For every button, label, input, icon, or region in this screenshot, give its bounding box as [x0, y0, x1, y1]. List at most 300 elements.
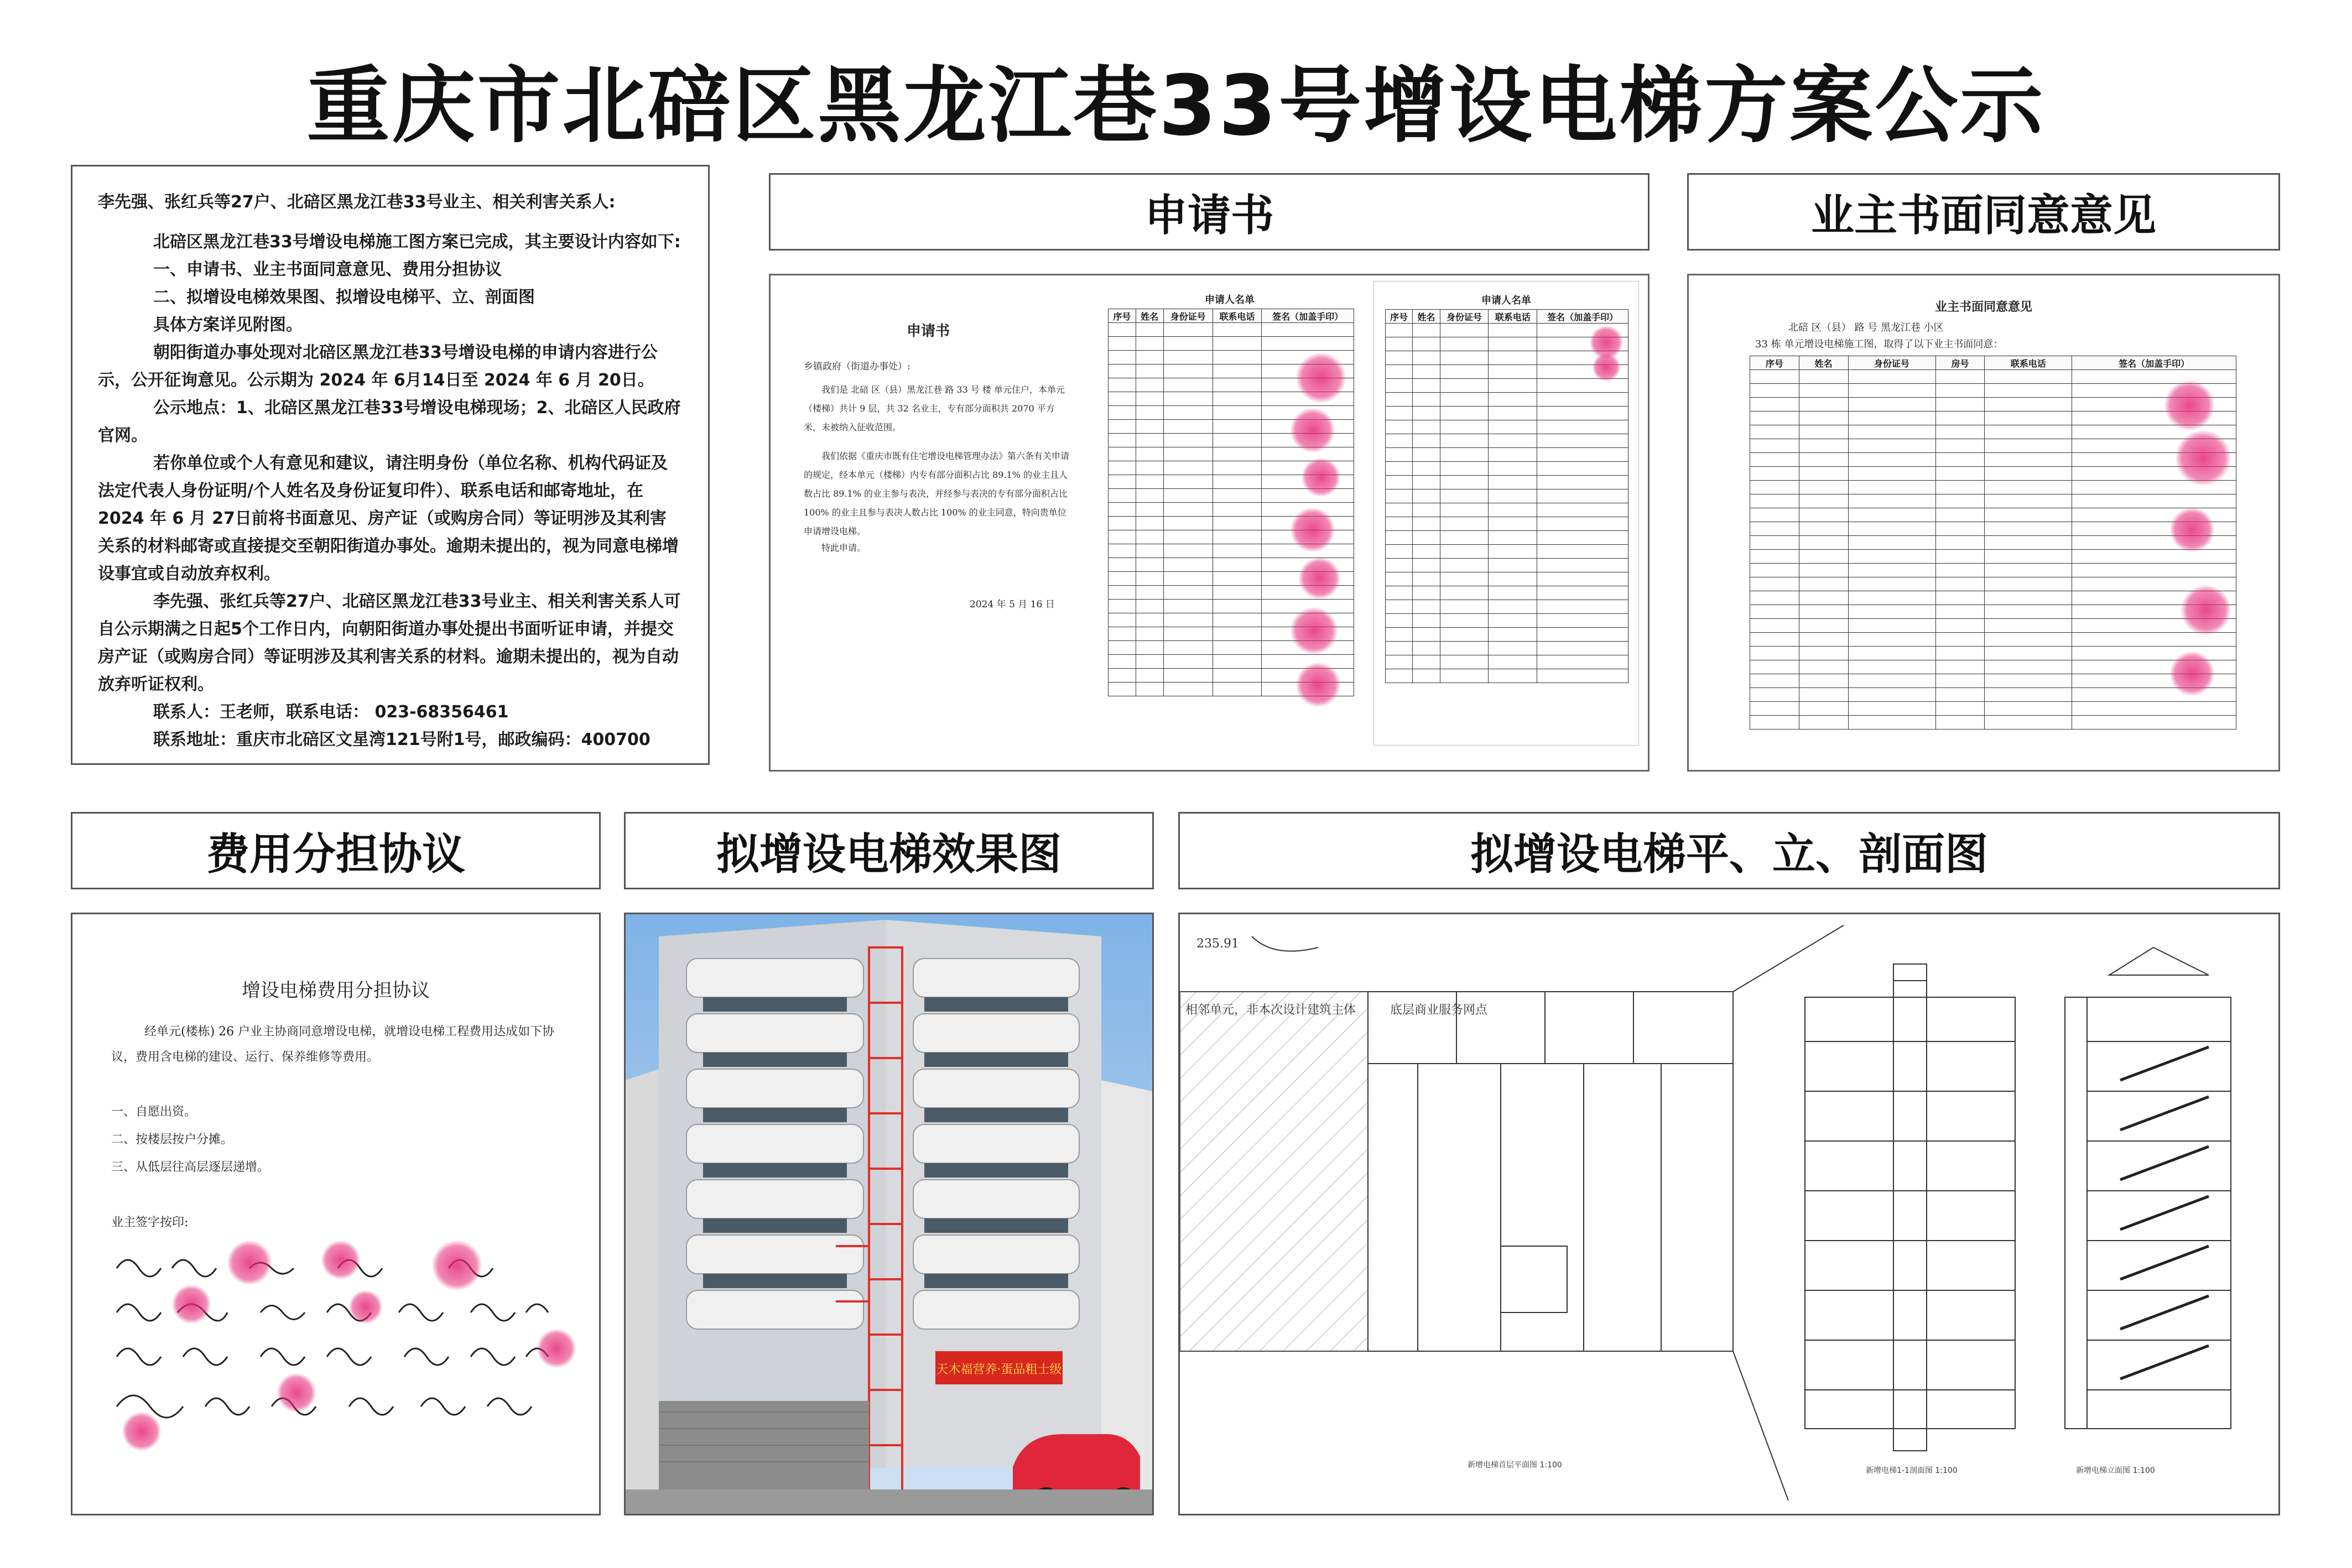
- table-cell: [1386, 655, 1413, 669]
- table-cell: [1935, 439, 1985, 453]
- table-cell: [1799, 370, 1848, 384]
- table-cell: [1537, 642, 1628, 655]
- table-cell: [1413, 559, 1440, 572]
- table-cell: [1440, 489, 1489, 503]
- thumbprint-column: [1296, 353, 1346, 403]
- table-cell: [1213, 392, 1262, 406]
- table-cell: [1163, 558, 1213, 572]
- table-cell: [1136, 406, 1163, 420]
- table-cell: [1489, 517, 1537, 531]
- table-row: [1386, 379, 1628, 393]
- table-cell: [1440, 614, 1489, 628]
- table-row: [1386, 407, 1628, 420]
- table-cell: [1935, 494, 1985, 508]
- table-cell: [1537, 669, 1628, 683]
- table-cell: [1848, 605, 1935, 619]
- table-cell: [1799, 550, 1848, 564]
- table-cell: [1935, 688, 1985, 702]
- notice-item-2: 二、拟增设电梯效果图、拟增设电梯平、立、剖面图: [153, 288, 535, 307]
- table-cell: [1413, 476, 1440, 489]
- table-cell: [1985, 688, 2072, 702]
- table-cell: [1848, 564, 1935, 577]
- thumbprint: [1291, 408, 1335, 452]
- table-cell: [1136, 530, 1163, 544]
- table-cell: [1799, 633, 1848, 647]
- table-cell: [1489, 448, 1537, 462]
- table-cell: [1136, 392, 1163, 406]
- table-row: [1386, 600, 1628, 614]
- table-cell: [1136, 351, 1163, 364]
- elevator-drawings: [1180, 914, 2278, 1514]
- table-cell: [1386, 407, 1413, 420]
- table-cell: [1413, 462, 1440, 476]
- application-letter-title: 申请书: [906, 323, 950, 340]
- table-row: [1386, 351, 1628, 365]
- table-cell: [1109, 351, 1136, 364]
- table-row: [1386, 393, 1628, 407]
- table-cell: [1163, 406, 1213, 420]
- table-cell: [1440, 351, 1489, 365]
- table-cell: [1109, 420, 1136, 434]
- table-cell: [1985, 481, 2072, 494]
- table-cell: [1935, 591, 1985, 605]
- table-cell: [1413, 351, 1440, 365]
- table-cell: [1163, 669, 1213, 683]
- table-row: [1386, 669, 1628, 683]
- table-cell: [1848, 384, 1935, 398]
- thumbprint: [2170, 508, 2214, 552]
- table-row: [1750, 536, 2236, 550]
- table-cell: [1136, 613, 1163, 627]
- table-cell: [1440, 337, 1489, 351]
- notice-addressee: 李先强、张红兵等27户、北碚区黑龙江巷33号业主、相关利害关系人:: [98, 192, 616, 212]
- table-cell: [1935, 398, 1985, 411]
- table-cell: [1985, 577, 2072, 591]
- cost-sign-label: 业主签字按印:: [111, 1216, 189, 1230]
- table-cell: [1109, 447, 1136, 461]
- table-cell: [1109, 434, 1136, 447]
- table-cell: [1386, 669, 1413, 683]
- page-title: 重庆市北碚区黑龙江巷33号增设电梯方案公示: [306, 58, 2046, 154]
- cost-item-3: 三、从低层往高层逐层递增。: [111, 1160, 270, 1174]
- thumbprint: [2176, 430, 2231, 486]
- cost-item-2: 二、按楼层按户分摊。: [111, 1133, 233, 1147]
- table-cell: [1109, 378, 1136, 392]
- consent-table: [1750, 356, 2236, 730]
- table-cell: [1985, 674, 2072, 688]
- table-cell: [1413, 642, 1440, 655]
- table-cell: [1163, 337, 1213, 351]
- table-cell: [1386, 642, 1413, 655]
- cost-line-1: 经单元(楼栋) 26 户业主协商同意增设电梯，就增设电梯工程费用达成如下协议，费用含电梯的建设、运行、保养维修等费用。: [111, 1025, 555, 1064]
- table-cell: [1985, 591, 2072, 605]
- thumbprint: [321, 1241, 360, 1279]
- table-cell: [1109, 517, 1136, 530]
- table-cell: [1213, 378, 1262, 392]
- table-cell: [1489, 462, 1537, 476]
- table-cell: [1799, 494, 1848, 508]
- table-header-cell: 姓名: [1136, 309, 1163, 323]
- table-cell: [1799, 564, 1848, 577]
- table-row: [1386, 545, 1628, 559]
- table-cell: [1386, 517, 1413, 531]
- table-cell: [1985, 453, 2072, 467]
- table-row: [1386, 365, 1628, 379]
- table-cell: [1386, 365, 1413, 379]
- table-cell: [1136, 683, 1163, 696]
- table-cell: [1213, 669, 1262, 683]
- table-cell: [1750, 674, 1799, 688]
- header-cost: 费用分担协议: [71, 812, 601, 889]
- table-cell: [1799, 674, 1848, 688]
- table-cell: [1985, 494, 2072, 508]
- table-cell: [1537, 628, 1628, 642]
- table-cell: [1537, 476, 1628, 489]
- table-cell: [1413, 489, 1440, 503]
- table-row: [1750, 550, 2236, 564]
- application-panel: [769, 274, 1649, 772]
- table-cell: [1848, 508, 1935, 522]
- table-cell: [1750, 439, 1799, 453]
- table-row: [1386, 586, 1628, 600]
- table-cell: [1213, 447, 1262, 461]
- table-cell: [1213, 558, 1262, 572]
- table-row: [1386, 559, 1628, 572]
- table-cell: [1799, 439, 1848, 453]
- header-drawings: 拟增设电梯平、立、剖面图: [1178, 812, 2280, 889]
- table-cell: [1262, 323, 1354, 337]
- table-cell: [1136, 337, 1163, 351]
- table-header-cell: 序号: [1109, 309, 1136, 323]
- table-row: [1386, 531, 1628, 545]
- table-cell: [1136, 655, 1163, 669]
- table-cell: [1213, 572, 1262, 586]
- table-row: [1750, 481, 2236, 494]
- table-cell: [1440, 393, 1489, 407]
- table-cell: [1109, 655, 1136, 669]
- table-cell: [1386, 476, 1413, 489]
- notice-hearing: 李先强、张红兵等27户、北碚区黑龙江巷33号业主、相关利害关系人可自公示期满之日起5个工作日内，向朝阳街道办事处提出书面听证申请，并提交房产证（或购房合同）等证明涉及其利害关系的材料。逾期未提出的，视为自动放弃听证权利。: [98, 592, 681, 694]
- table-cell: [1109, 544, 1136, 558]
- table-cell: [1413, 600, 1440, 614]
- table-cell: [1489, 351, 1537, 365]
- consent-header-line-2: 33 栋 单元增设电梯施工图，取得了以下业主书面同意：: [1755, 338, 2004, 350]
- table-cell: [1750, 619, 1799, 633]
- table-cell: [1750, 577, 1799, 591]
- table-row: [1386, 642, 1628, 655]
- table-row: [1750, 564, 2236, 577]
- table-cell: [1136, 517, 1163, 530]
- table-cell: [1440, 462, 1489, 476]
- table-cell: [1935, 550, 1985, 564]
- table-row: [1386, 448, 1628, 462]
- table-cell: [1935, 660, 1985, 674]
- thumbprint: [537, 1329, 576, 1368]
- table-cell: [1440, 517, 1489, 531]
- table-cell: [1799, 398, 1848, 411]
- table-cell: [1489, 614, 1537, 628]
- table-cell: [1440, 531, 1489, 545]
- thumbprint: [277, 1373, 316, 1412]
- table-cell: [1985, 564, 2072, 577]
- table-cell: [1413, 531, 1440, 545]
- table-row: [1750, 398, 2236, 411]
- table-row: [1750, 425, 2236, 439]
- table-cell: [1848, 494, 1935, 508]
- table-cell: [1848, 370, 1935, 384]
- table-cell: [1386, 614, 1413, 628]
- table-cell: [1136, 489, 1163, 503]
- table-cell: [1537, 393, 1628, 407]
- thumbprint: [1291, 508, 1335, 552]
- table-row: [1750, 494, 2236, 508]
- table-row: [1750, 370, 2236, 384]
- table-cell: [1985, 467, 2072, 481]
- thumbprint: [1296, 663, 1340, 707]
- table-cell: [1848, 674, 1935, 688]
- table-cell: [1799, 660, 1848, 674]
- table-cell: [1213, 683, 1262, 696]
- table-cell: [1136, 378, 1163, 392]
- table-cell: [1750, 647, 1799, 660]
- notice-panel: [71, 165, 710, 765]
- table-cell: [1109, 530, 1136, 544]
- table-cell: [1799, 411, 1848, 425]
- table-cell: [1750, 633, 1799, 647]
- table-cell: [1109, 669, 1136, 683]
- table-cell: [1163, 461, 1213, 475]
- table-cell: [1136, 503, 1163, 517]
- table-cell: [1799, 425, 1848, 439]
- table-row: [1750, 605, 2236, 619]
- table-row: [1386, 614, 1628, 628]
- table-cell: [1537, 503, 1628, 517]
- consent-panel: [1687, 274, 2280, 772]
- table-cell: [1163, 627, 1213, 641]
- table-cell: [1386, 531, 1413, 545]
- table-cell: [1440, 655, 1489, 669]
- table-cell: [1109, 558, 1136, 572]
- table-cell: [1935, 674, 1985, 688]
- table-cell: [1848, 439, 1935, 453]
- table-cell: [1440, 407, 1489, 420]
- table-cell: [1935, 647, 1985, 660]
- table-cell: [1163, 351, 1213, 364]
- table-row: [1386, 628, 1628, 642]
- table-cell: [1848, 398, 1935, 411]
- table-cell: [1848, 411, 1935, 425]
- table-cell: [1799, 591, 1848, 605]
- table-row: [1386, 517, 1628, 531]
- table-cell: [1213, 351, 1262, 364]
- table-cell: [1750, 550, 1799, 564]
- table-cell: [1985, 605, 2072, 619]
- table-cell: [1440, 586, 1489, 600]
- table-cell: [1440, 448, 1489, 462]
- table-row: [1750, 619, 2236, 633]
- table-cell: [1935, 467, 1985, 481]
- table-cell: [1985, 411, 2072, 425]
- table-cell: [1985, 370, 2072, 384]
- table-cell: [1537, 407, 1628, 420]
- table-cell: [1163, 489, 1213, 503]
- table-cell: [1163, 503, 1213, 517]
- thumbprint: [1299, 558, 1340, 599]
- table-cell: [1386, 545, 1413, 559]
- table-row: [1750, 467, 2236, 481]
- table-row: [1386, 572, 1628, 586]
- table-cell: [1163, 447, 1213, 461]
- table-cell: [1985, 508, 2072, 522]
- table-cell: [1489, 559, 1537, 572]
- table-cell: [1440, 559, 1489, 572]
- table-cell: [1935, 633, 1985, 647]
- notice-contact: 联系人：王老师，联系电话： 023-68356461: [153, 702, 509, 722]
- plan-caption: 新增电梯首层平面图 1:100: [1468, 1461, 1562, 1470]
- table-cell: [1163, 641, 1213, 655]
- table-cell: [1799, 508, 1848, 522]
- table-cell: [1489, 586, 1537, 600]
- elevation-mark: 235.91: [1196, 937, 1239, 951]
- table-cell: [1136, 669, 1163, 683]
- table-cell: [1985, 398, 2072, 411]
- table-cell: [1985, 550, 2072, 564]
- table-cell: [1213, 530, 1262, 544]
- table-cell: [1489, 628, 1537, 642]
- table-cell: [1136, 558, 1163, 572]
- table-cell: [1163, 475, 1213, 489]
- table-cell: [1985, 425, 2072, 439]
- thumbprint: [172, 1285, 211, 1324]
- table-cell: [1935, 384, 1985, 398]
- table-cell: [1750, 453, 1799, 467]
- table-cell: [1848, 453, 1935, 467]
- table-cell: [1750, 481, 1799, 494]
- table-cell: [1109, 392, 1136, 406]
- table-cell: [1109, 475, 1136, 489]
- table-header-cell: 联系电话: [1489, 310, 1537, 324]
- table-row: [1750, 702, 2236, 716]
- table-cell: [1413, 420, 1440, 434]
- table-cell: [1413, 448, 1440, 462]
- thumbprint: [1291, 607, 1338, 654]
- table-cell: [1163, 420, 1213, 434]
- table-cell: [1136, 461, 1163, 475]
- table-cell: [1136, 627, 1163, 641]
- application-roster-1: [1091, 281, 1368, 768]
- note-adjacent-unit: 相邻单元，非本次设计建筑主体: [1185, 1003, 1356, 1017]
- table-cell: [1213, 627, 1262, 641]
- thumbprint: [122, 1412, 161, 1451]
- table-cell: [1163, 600, 1213, 613]
- table-cell: [1386, 600, 1413, 614]
- table-cell: [1136, 641, 1163, 655]
- table-cell: [1750, 494, 1799, 508]
- thumbprint: [2170, 652, 2214, 696]
- table-cell: [1163, 683, 1213, 696]
- table-cell: [1440, 365, 1489, 379]
- thumbprint: [1593, 353, 1620, 381]
- table-cell: [1935, 564, 1985, 577]
- table-cell: [1413, 337, 1440, 351]
- table-row: [1750, 660, 2236, 674]
- table-row: [1750, 633, 2236, 647]
- table-cell: [1262, 337, 1354, 351]
- handwritten-signatures: [106, 1246, 581, 1467]
- drawings-panel: [1178, 913, 2280, 1515]
- table-cell: [1848, 716, 1935, 730]
- table-cell: [1848, 647, 1935, 660]
- application-line-4: 特此申请。: [821, 543, 866, 553]
- table-cell: [1750, 508, 1799, 522]
- table-cell: [1935, 605, 1985, 619]
- table-cell: [1489, 545, 1537, 559]
- table-cell: [1848, 467, 1935, 481]
- table-row: [1750, 508, 2236, 522]
- table-cell: [1489, 572, 1537, 586]
- table-cell: [1213, 337, 1262, 351]
- table-cell: [1386, 448, 1413, 462]
- table-cell: [1440, 420, 1489, 434]
- building-rendering-image: [626, 914, 1152, 1514]
- table-cell: [1935, 370, 1985, 384]
- table-cell: [1985, 619, 2072, 633]
- table-row: [1750, 522, 2236, 536]
- table-cell: [1413, 545, 1440, 559]
- table-cell: [1489, 503, 1537, 517]
- table-cell: [1537, 545, 1628, 559]
- table-cell: [1136, 420, 1163, 434]
- table-cell: [1848, 536, 1935, 550]
- table-cell: [1848, 577, 1935, 591]
- table-cell: [1935, 508, 1985, 522]
- table-cell: [1109, 489, 1136, 503]
- cost-panel: [71, 913, 601, 1515]
- table-cell: [1440, 379, 1489, 393]
- table-cell: [1213, 420, 1262, 434]
- table-header-cell: 房号: [1935, 356, 1985, 370]
- table-cell: [1413, 586, 1440, 600]
- table-header-cell: 签名（加盖手印）: [2072, 356, 2236, 370]
- table-cell: [1109, 683, 1136, 696]
- table-cell: [1213, 613, 1262, 627]
- table-cell: [1109, 641, 1136, 655]
- header-application: 申请书: [769, 173, 1649, 251]
- table-cell: [1136, 544, 1163, 558]
- table-cell: [1799, 605, 1848, 619]
- table-cell: [1750, 564, 1799, 577]
- table-cell: [1985, 633, 2072, 647]
- table-cell: [1985, 384, 2072, 398]
- table-row: [1386, 420, 1628, 434]
- table-row: [1750, 647, 2236, 660]
- table-row: [1386, 476, 1628, 489]
- table-cell: [1935, 536, 1985, 550]
- table-cell: [1109, 627, 1136, 641]
- table-cell: [1386, 586, 1413, 600]
- table-cell: [1935, 702, 1985, 716]
- table-cell: [1413, 628, 1440, 642]
- table-cell: [1136, 600, 1163, 613]
- table-cell: [1489, 393, 1537, 407]
- table-cell: [1386, 434, 1413, 448]
- table-cell: [1440, 324, 1489, 337]
- table-cell: [1489, 324, 1537, 337]
- roster-2-table: [1385, 309, 1628, 683]
- table-cell: [1213, 544, 1262, 558]
- table-cell: [1109, 600, 1136, 613]
- table-cell: [1109, 406, 1136, 420]
